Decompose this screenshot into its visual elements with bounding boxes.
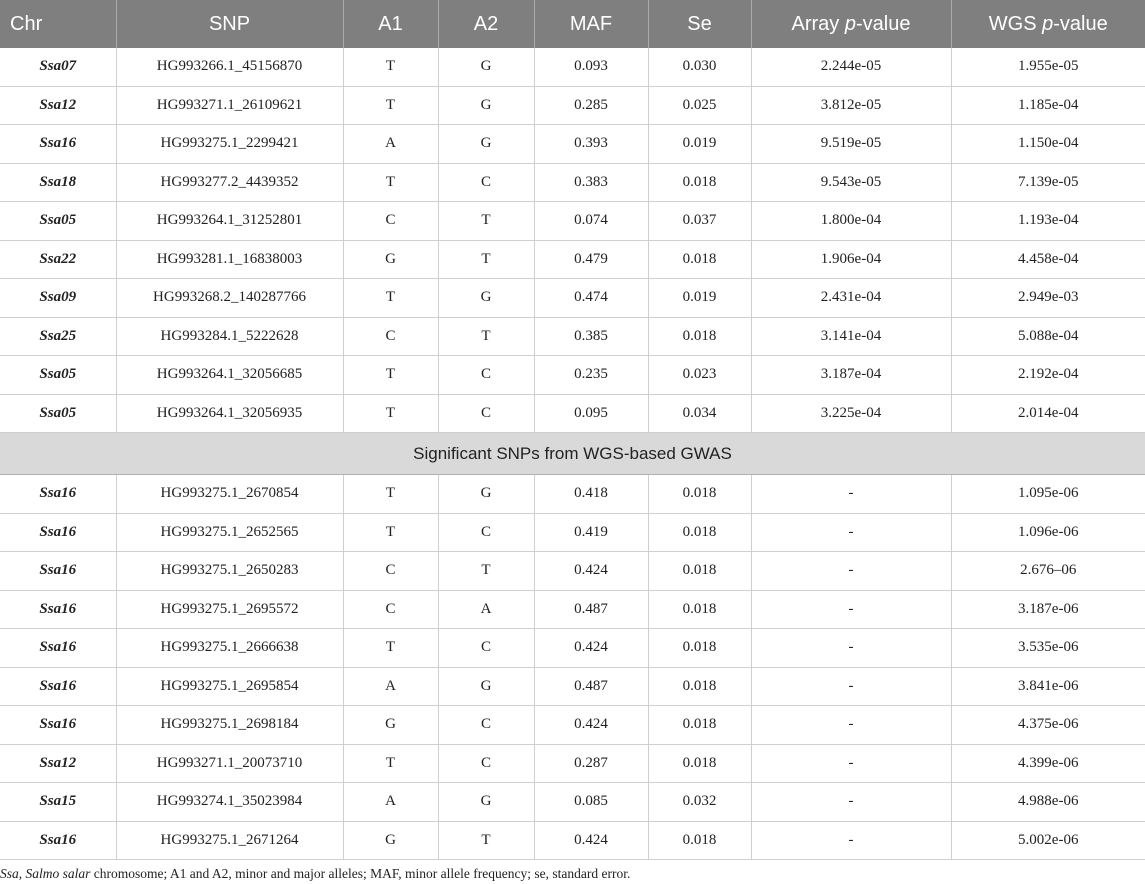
cell-snp: HG993264.1_31252801 — [116, 202, 343, 241]
cell-wgs-p-value: 2.676–06 — [951, 552, 1145, 591]
cell-snp: HG993275.1_2666638 — [116, 629, 343, 668]
cell-a1: C — [343, 552, 438, 591]
cell-a2: C — [438, 629, 534, 668]
cell-maf: 0.424 — [534, 706, 648, 745]
header-array-p-value: Array p-value — [751, 0, 951, 48]
table-row — [0, 706, 1145, 745]
header-row — [0, 0, 1145, 48]
cell-snp: HG993275.1_2671264 — [116, 821, 343, 860]
cell-chr: Ssa16 — [0, 667, 116, 706]
cell-wgs-p-value: 2.192e-04 — [951, 356, 1145, 395]
table-row — [0, 48, 1145, 86]
cell-array-p-value: - — [751, 629, 951, 668]
array-snp-rows — [0, 48, 1145, 433]
cell-chr: Ssa16 — [0, 821, 116, 860]
cell-chr: Ssa16 — [0, 590, 116, 629]
cell-maf: 0.093 — [534, 48, 648, 86]
cell-maf: 0.393 — [534, 125, 648, 164]
table-row — [0, 279, 1145, 318]
table-row — [0, 356, 1145, 395]
cell-snp: HG993271.1_26109621 — [116, 86, 343, 125]
cell-a2: G — [438, 125, 534, 164]
cell-array-p-value: - — [751, 590, 951, 629]
table-row — [0, 590, 1145, 629]
cell-a2: G — [438, 667, 534, 706]
cell-a2: T — [438, 317, 534, 356]
header-maf: MAF — [534, 0, 648, 48]
cell-chr: Ssa05 — [0, 394, 116, 433]
cell-chr: Ssa16 — [0, 552, 116, 591]
cell-a2: A — [438, 590, 534, 629]
cell-a2: T — [438, 552, 534, 591]
cell-array-p-value: 3.812e-05 — [751, 86, 951, 125]
cell-a2: C — [438, 706, 534, 745]
cell-a2: T — [438, 202, 534, 241]
table-footnote: Ssa, Salmo salar chromosome; A1 and A2, minor and major alleles; MAF, minor allele frequency; se, standard error. — [0, 866, 631, 881]
cell-array-p-value: - — [751, 475, 951, 514]
cell-array-p-value: - — [751, 744, 951, 783]
cell-a1: T — [343, 163, 438, 202]
cell-se: 0.018 — [648, 744, 751, 783]
cell-snp: HG993264.1_32056685 — [116, 356, 343, 395]
table-row — [0, 513, 1145, 552]
cell-chr: Ssa12 — [0, 86, 116, 125]
cell-se: 0.018 — [648, 821, 751, 860]
cell-a1: G — [343, 821, 438, 860]
cell-se: 0.018 — [648, 163, 751, 202]
table-row — [0, 783, 1145, 822]
cell-a1: T — [343, 513, 438, 552]
cell-snp: HG993271.1_20073710 — [116, 744, 343, 783]
cell-wgs-p-value: 4.458e-04 — [951, 240, 1145, 279]
header-snp: SNP — [116, 0, 343, 48]
header-chr: Chr — [0, 0, 116, 48]
section-title: Significant SNPs from WGS-based GWAS — [0, 433, 1145, 475]
cell-maf: 0.285 — [534, 86, 648, 125]
cell-array-p-value: 3.187e-04 — [751, 356, 951, 395]
cell-se: 0.034 — [648, 394, 751, 433]
cell-se: 0.019 — [648, 125, 751, 164]
cell-chr: Ssa16 — [0, 513, 116, 552]
cell-wgs-p-value: 1.193e-04 — [951, 202, 1145, 241]
cell-se: 0.018 — [648, 475, 751, 514]
cell-chr: Ssa12 — [0, 744, 116, 783]
cell-maf: 0.235 — [534, 356, 648, 395]
cell-chr: Ssa07 — [0, 48, 116, 86]
cell-array-p-value: 9.519e-05 — [751, 125, 951, 164]
cell-snp: HG993274.1_35023984 — [116, 783, 343, 822]
table-row — [0, 86, 1145, 125]
cell-array-p-value: 9.543e-05 — [751, 163, 951, 202]
cell-wgs-p-value: 4.399e-06 — [951, 744, 1145, 783]
cell-maf: 0.074 — [534, 202, 648, 241]
cell-snp: HG993275.1_2299421 — [116, 125, 343, 164]
cell-snp: HG993281.1_16838003 — [116, 240, 343, 279]
cell-maf: 0.095 — [534, 394, 648, 433]
cell-maf: 0.487 — [534, 590, 648, 629]
cell-a1: A — [343, 667, 438, 706]
table-row — [0, 317, 1145, 356]
cell-array-p-value: - — [751, 821, 951, 860]
cell-a1: T — [343, 475, 438, 514]
cell-chr: Ssa09 — [0, 279, 116, 318]
header-se: Se — [648, 0, 751, 48]
header-a2: A2 — [438, 0, 534, 48]
header-a1: A1 — [343, 0, 438, 48]
cell-se: 0.018 — [648, 317, 751, 356]
cell-a1: C — [343, 317, 438, 356]
cell-a2: C — [438, 356, 534, 395]
cell-maf: 0.479 — [534, 240, 648, 279]
cell-array-p-value: 3.141e-04 — [751, 317, 951, 356]
cell-a2: C — [438, 513, 534, 552]
cell-wgs-p-value: 1.095e-06 — [951, 475, 1145, 514]
cell-chr: Ssa18 — [0, 163, 116, 202]
cell-wgs-p-value: 2.949e-03 — [951, 279, 1145, 318]
header-wgs-p-value: WGS p-value — [951, 0, 1145, 48]
cell-wgs-p-value: 3.841e-06 — [951, 667, 1145, 706]
cell-snp: HG993275.1_2698184 — [116, 706, 343, 745]
cell-a1: C — [343, 590, 438, 629]
cell-a2: G — [438, 279, 534, 318]
cell-maf: 0.424 — [534, 821, 648, 860]
cell-snp: HG993275.1_2695572 — [116, 590, 343, 629]
cell-se: 0.037 — [648, 202, 751, 241]
cell-array-p-value: - — [751, 783, 951, 822]
table-row — [0, 394, 1145, 433]
cell-array-p-value: - — [751, 667, 951, 706]
table-row — [0, 475, 1145, 514]
cell-a2: G — [438, 475, 534, 514]
cell-a1: A — [343, 783, 438, 822]
cell-se: 0.025 — [648, 86, 751, 125]
wgs-snp-rows — [0, 475, 1145, 860]
cell-a1: T — [343, 356, 438, 395]
cell-array-p-value: 3.225e-04 — [751, 394, 951, 433]
cell-a2: G — [438, 48, 534, 86]
table-row — [0, 667, 1145, 706]
cell-chr: Ssa15 — [0, 783, 116, 822]
table-row — [0, 125, 1145, 164]
cell-a2: T — [438, 821, 534, 860]
cell-wgs-p-value: 1.955e-05 — [951, 48, 1145, 86]
cell-chr: Ssa16 — [0, 706, 116, 745]
cell-array-p-value: 1.906e-04 — [751, 240, 951, 279]
cell-a2: G — [438, 783, 534, 822]
cell-se: 0.018 — [648, 667, 751, 706]
cell-snp: HG993268.2_140287766 — [116, 279, 343, 318]
cell-maf: 0.287 — [534, 744, 648, 783]
cell-se: 0.023 — [648, 356, 751, 395]
cell-snp: HG993277.2_4439352 — [116, 163, 343, 202]
cell-wgs-p-value: 1.185e-04 — [951, 86, 1145, 125]
cell-array-p-value: - — [751, 706, 951, 745]
cell-snp: HG993284.1_5222628 — [116, 317, 343, 356]
cell-a1: T — [343, 744, 438, 783]
table-row — [0, 744, 1145, 783]
cell-maf: 0.383 — [534, 163, 648, 202]
cell-snp: HG993275.1_2670854 — [116, 475, 343, 514]
cell-maf: 0.085 — [534, 783, 648, 822]
cell-chr: Ssa05 — [0, 356, 116, 395]
table-row — [0, 552, 1145, 591]
cell-a1: T — [343, 394, 438, 433]
table-row — [0, 821, 1145, 860]
cell-maf: 0.474 — [534, 279, 648, 318]
cell-snp: HG993275.1_2650283 — [116, 552, 343, 591]
cell-se: 0.018 — [648, 590, 751, 629]
cell-maf: 0.385 — [534, 317, 648, 356]
cell-snp: HG993275.1_2652565 — [116, 513, 343, 552]
cell-maf: 0.424 — [534, 629, 648, 668]
cell-snp: HG993264.1_32056935 — [116, 394, 343, 433]
cell-wgs-p-value: 1.150e-04 — [951, 125, 1145, 164]
cell-se: 0.018 — [648, 629, 751, 668]
cell-a1: G — [343, 240, 438, 279]
cell-se: 0.018 — [648, 240, 751, 279]
cell-a1: T — [343, 279, 438, 318]
cell-wgs-p-value: 2.014e-04 — [951, 394, 1145, 433]
cell-maf: 0.424 — [534, 552, 648, 591]
cell-wgs-p-value: 7.139e-05 — [951, 163, 1145, 202]
cell-wgs-p-value: 4.375e-06 — [951, 706, 1145, 745]
cell-se: 0.032 — [648, 783, 751, 822]
cell-snp: HG993275.1_2695854 — [116, 667, 343, 706]
cell-array-p-value: 2.431e-04 — [751, 279, 951, 318]
cell-array-p-value: 1.800e-04 — [751, 202, 951, 241]
cell-maf: 0.418 — [534, 475, 648, 514]
cell-maf: 0.487 — [534, 667, 648, 706]
cell-a1: T — [343, 86, 438, 125]
cell-array-p-value: - — [751, 513, 951, 552]
cell-chr: Ssa16 — [0, 125, 116, 164]
cell-a2: T — [438, 240, 534, 279]
cell-se: 0.018 — [648, 552, 751, 591]
table-row — [0, 629, 1145, 668]
cell-array-p-value: - — [751, 552, 951, 591]
cell-chr: Ssa16 — [0, 475, 116, 514]
cell-a2: C — [438, 163, 534, 202]
cell-maf: 0.419 — [534, 513, 648, 552]
cell-a1: T — [343, 48, 438, 86]
cell-snp: HG993266.1_45156870 — [116, 48, 343, 86]
cell-a1: C — [343, 202, 438, 241]
cell-wgs-p-value: 5.088e-04 — [951, 317, 1145, 356]
table-row — [0, 163, 1145, 202]
cell-wgs-p-value: 4.988e-06 — [951, 783, 1145, 822]
cell-chr: Ssa05 — [0, 202, 116, 241]
cell-a1: G — [343, 706, 438, 745]
cell-a2: G — [438, 86, 534, 125]
cell-wgs-p-value: 5.002e-06 — [951, 821, 1145, 860]
cell-array-p-value: 2.244e-05 — [751, 48, 951, 86]
table-row — [0, 202, 1145, 241]
cell-wgs-p-value: 3.187e-06 — [951, 590, 1145, 629]
cell-a1: A — [343, 125, 438, 164]
cell-se: 0.019 — [648, 279, 751, 318]
cell-wgs-p-value: 3.535e-06 — [951, 629, 1145, 668]
cell-a2: C — [438, 744, 534, 783]
section-divider — [0, 433, 1145, 475]
cell-se: 0.030 — [648, 48, 751, 86]
cell-se: 0.018 — [648, 513, 751, 552]
cell-a2: C — [438, 394, 534, 433]
cell-a1: T — [343, 629, 438, 668]
cell-se: 0.018 — [648, 706, 751, 745]
table-row — [0, 240, 1145, 279]
cell-chr: Ssa25 — [0, 317, 116, 356]
cell-wgs-p-value: 1.096e-06 — [951, 513, 1145, 552]
cell-chr: Ssa22 — [0, 240, 116, 279]
cell-chr: Ssa16 — [0, 629, 116, 668]
section-row — [0, 433, 1145, 475]
